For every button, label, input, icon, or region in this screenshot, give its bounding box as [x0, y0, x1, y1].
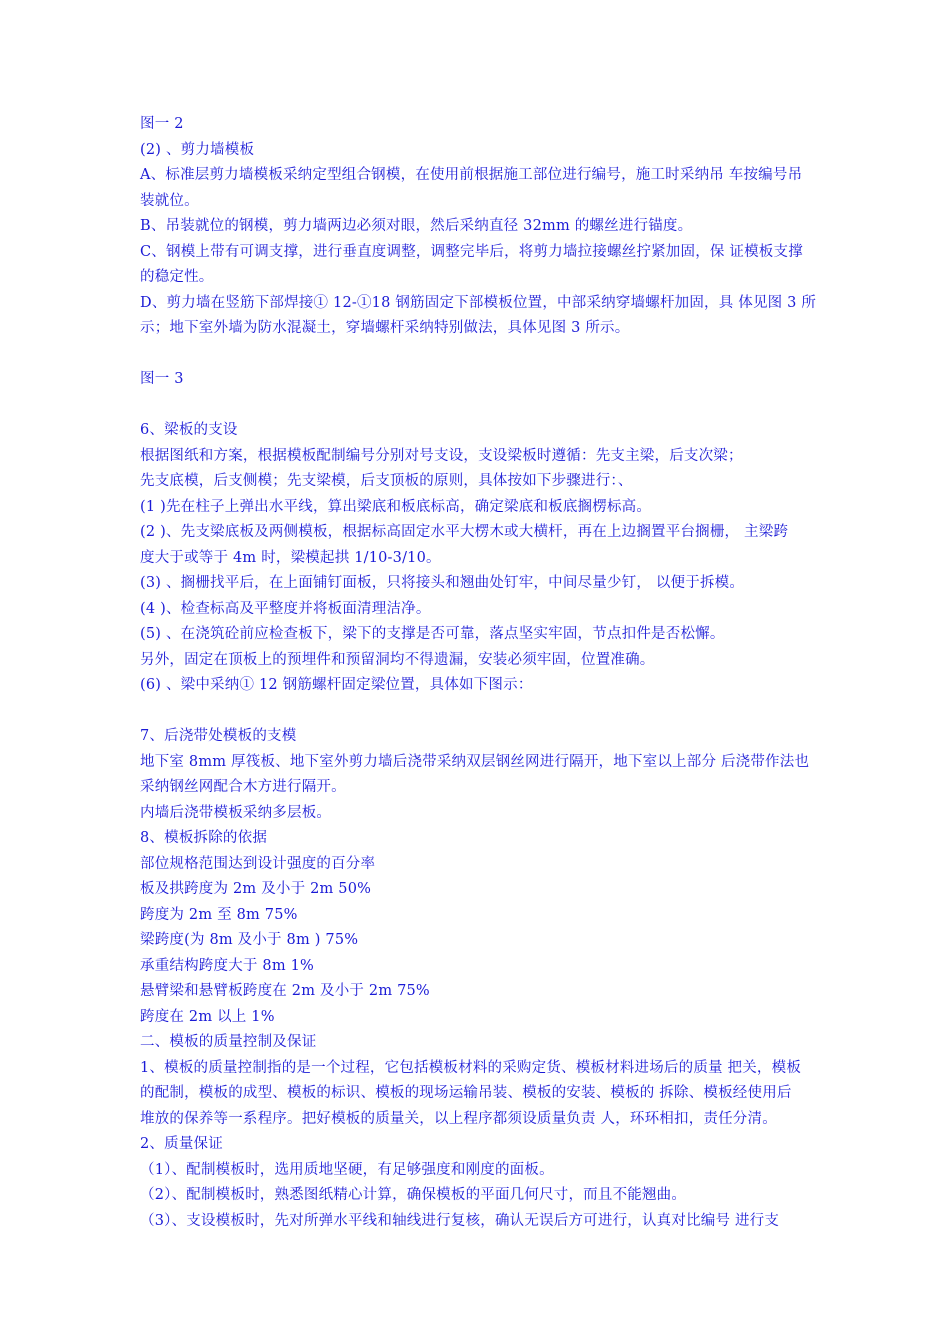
paragraph-line: 承重结构跨度大于 8m 1%	[140, 957, 314, 974]
paragraph-line: 根据图纸和方案，根据模板配制编号分别对号支设，支设梁板时遵循：先支主梁，后支次梁；	[140, 447, 743, 464]
paragraph-line: (5) 、在浇筑砼前应检查板下，梁下的支撑是否可靠，落点坚实牢固，节点扣件是否松懈。	[140, 626, 725, 642]
document-page	[140, 112, 820, 1234]
paragraph-line: 地下室 8mm 厚筏板、地下室外剪力墙后浇带采纳双层钢丝网进行隔开，地下室以上部分 后浇带作法也	[140, 753, 810, 770]
figure-caption: 图一 3	[140, 371, 184, 387]
paragraph-line: (6) 、梁中采纳① 12 钢筋螺杆固定梁位置，具体如下图示：	[140, 677, 533, 693]
paragraph-line: 先支底模，后支侧模；先支梁模，后支顶板的原则，具体按如下步骤进行：、	[140, 473, 633, 489]
blank-line	[140, 342, 820, 368]
figure-caption: 图一 2	[140, 116, 184, 132]
paragraph-line: 堆放的保养等一系程序。把好模板的质量关，以上程序都须设质量负责 人，环环相扣，责任分清。	[140, 1110, 777, 1127]
section-heading: 二、模板的质量控制及保证	[140, 1034, 317, 1050]
paragraph-line: (1 )先在柱子上弹出水平线，算出梁底和板底标高，确定梁底和板底搁楞标高。	[140, 498, 652, 515]
paragraph-line: 跨度在 2m 以上 1%	[140, 1008, 275, 1025]
paragraph-line: C、钢模上带有可调支撑，进行垂直度调整，调整完毕后，将剪力墙拉接螺丝拧紧加固，保 证模板支撑	[140, 243, 803, 260]
paragraph-line: 1、模板的质量控制指的是一个过程，它包括模板材料的采购定货、模板材料进场后的质量 把关，模板	[140, 1059, 802, 1076]
paragraph-line: 另外，固定在顶板上的预埋件和预留洞均不得遗漏，安装必须牢固，位置准确。	[140, 651, 655, 668]
paragraph-line: （2）、配制模板时，熟悉图纸精心计算，确保模板的平面几何尺寸，而且不能翘曲。	[140, 1187, 687, 1203]
paragraph-line: （3）、支设模板时，先对所弹水平线和轴线进行复核，确认无误后方可进行，认真对比编号 进行支	[140, 1212, 780, 1229]
paragraph-line: 部位规格范围达到设计强度的百分率	[140, 855, 376, 872]
section-heading: 7、后浇带处模板的支模	[140, 728, 297, 744]
paragraph-line: D、剪力墙在竖筋下部焊接① 12-①18 钢筋固定下部模板位置，中部采纳穿墙螺杆加固，具 体见图 3 所	[140, 294, 817, 311]
paragraph-line: (4 )、检查标高及平整度并将板面清理洁净。	[140, 600, 431, 617]
paragraph-line: (2 )、先支梁底板及两侧模板，根据标高固定水平大楞木或大横杆，再在上边搁置平台搁栅， 主梁跨	[140, 524, 789, 540]
section-heading: (2) 、剪力墙模板	[140, 141, 255, 158]
paragraph-line: A、标准层剪力墙模板采纳定型组合钢模，在使用前根据施工部位进行编号，施工时采纳吊 车按编号吊	[140, 167, 803, 183]
paragraph-line: 装就位。	[140, 192, 199, 209]
blank-line	[140, 699, 820, 725]
paragraph-line: 板及拱跨度为 2m 及小于 2m 50%	[140, 881, 372, 897]
paragraph-line: 悬臂梁和悬臂板跨度在 2m 及小于 2m 75%	[140, 983, 430, 999]
paragraph-line: 度大于或等于 4m 时，梁模起拱 1/10-3/10。	[140, 549, 441, 566]
section-heading: 8、模板拆除的依据	[140, 830, 268, 846]
paragraph-line: 梁跨度(为 8m 及小于 8m ) 75%	[140, 932, 359, 948]
blank-line	[140, 393, 820, 419]
section-heading: 2、质量保证	[140, 1136, 223, 1152]
paragraph-line: 的配制，模板的成型、模板的标识、模板的现场运输吊装、模板的安装、模板的 拆除、模板经使用后	[140, 1085, 792, 1101]
paragraph-line: 示；地下室外墙为防水混凝土，穿墙螺杆采纳特别做法，具体见图 3 所示。	[140, 320, 630, 336]
paragraph-line: (3) 、搁栅找平后，在上面铺钉面板，只将接头和翘曲处钉牢，中间尽量少钉， 以便于拆模。	[140, 575, 745, 591]
paragraph-line: 内墙后浇带模板采纳多层板。	[140, 804, 332, 821]
paragraph-line: 跨度为 2m 至 8m 75%	[140, 906, 298, 923]
paragraph-line: （1）、配制模板时，选用质地坚硬，有足够强度和刚度的面板。	[140, 1161, 554, 1178]
paragraph-line: B、吊装就位的钢模，剪力墙两边必须对眼，然后采纳直径 32mm 的螺丝进行锚度。	[140, 218, 693, 234]
section-heading: 6、梁板的支设	[140, 422, 238, 438]
paragraph-line: 的稳定性。	[140, 269, 214, 285]
paragraph-line: 采纳钢丝网配合木方进行隔开。	[140, 779, 346, 795]
